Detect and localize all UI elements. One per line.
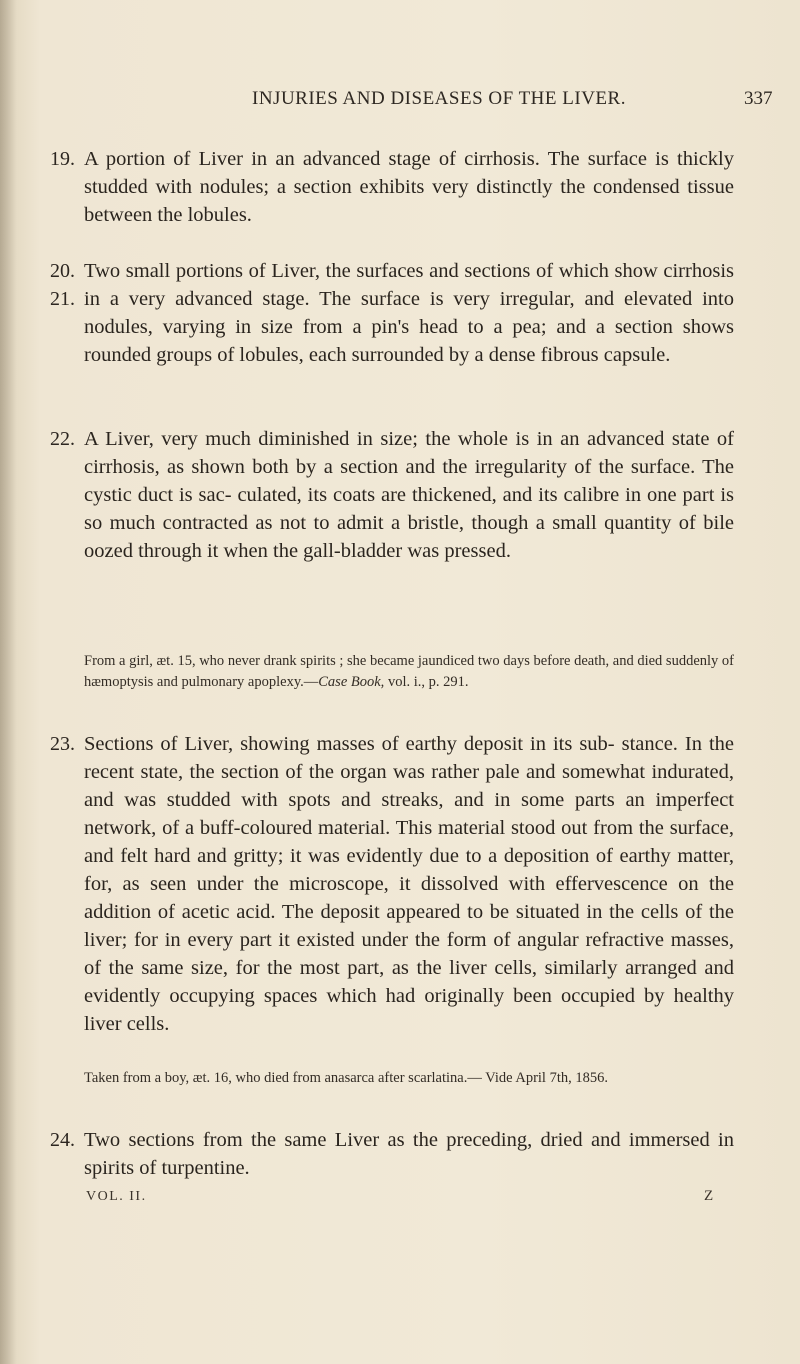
entry-number: 24. [50,1129,75,1151]
page-number: 337 [744,88,773,109]
case-note-citation: vol. i., p. 291. [384,674,469,690]
case-note: Taken from a boy, æt. 16, who died from anasarca after scarlatina.— Vide April 7th, 1856. [84,1070,608,1086]
case-note-reference: Case Book, [318,674,385,690]
entry-number: 23. [50,733,75,755]
volume-mark: VOL. II. [86,1189,147,1204]
spine-shadow [0,0,16,1364]
entry-number: 19. [50,148,75,170]
case-note [84,651,734,693]
entry-number-secondary: 21. [50,288,75,310]
entry-text: Two sections from the same Liver as the preceding, dried and immersed in spirits of turpentine. [84,1129,734,1179]
case-note-text: From a girl, æt. 15, who never drank spirits ; she became jaundiced two days before death, and died suddenly of hæmoptysis and pulmonary apoplexy.— [84,653,734,690]
entry-text: Sections of Liver, showing masses of earthy deposit in its sub- stance. In the recent state, the section of the organ was rather pale and somewhat indurated, and was studded with spots and streaks, and in some parts an imperfect network, of a buff-coloured material. This material stood out from the surface, and felt hard and gritty; it was evidently due to a deposition of earthy matter, for, as seen under the microscope, it dissolved with effervescence on the addition of acetic acid. The deposit appeared to be situated in the cells of the liver; for in every part it existed under the form of angular refractive masses, of the same size, for the most part, as the liver cells, similarly arranged and evidently occupying spaces which had originally been occupied by healthy liver cells. [84,733,734,1035]
signature-mark: Z [704,1188,714,1204]
entry-number: 22. [50,428,75,450]
entry-number: 20. [50,260,75,282]
entry-text: A Liver, very much diminished in size; the whole is in an advanced state of cirrhosis, as shown both by a section and the irregularity of the surface. The cystic duct is sac- culated, its coats are thickened, and its calibre in one part is so much contracted as not to admit a bristle, though a small quantity of bile oozed through it when the gall-bladder was pressed. [84,428,734,562]
running-title: INJURIES AND DISEASES OF THE LIVER. [252,88,626,109]
entry-text: Two small portions of Liver, the surfaces and sections of which show cirrhosis in a very advanced stage. The surface is very irregular, and elevated into nodules, varying in size from a pin's head to a pea; and a section shows rounded groups of lobules, each surrounded by a dense fibrous capsule. [84,260,734,366]
entry-text: A portion of Liver in an advanced stage of cirrhosis. The surface is thickly studded with nodules; a section exhibits very distinctly the condensed tissue between the lobules. [84,148,734,226]
